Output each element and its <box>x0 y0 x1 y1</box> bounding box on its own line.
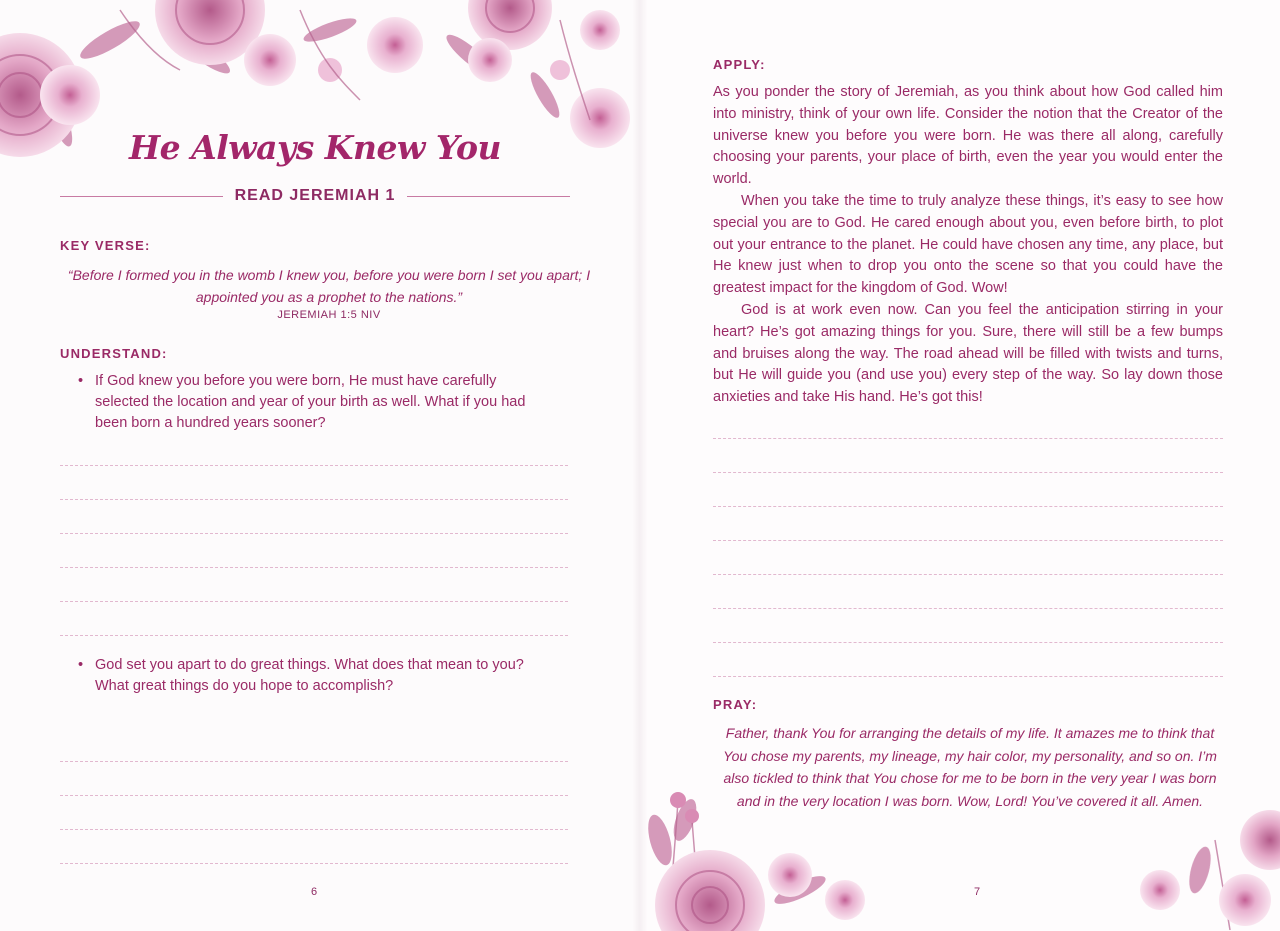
key-verse-text: “Before I formed you in the womb I knew you, before you were born I set you apart; I appointed you as a prophet to the nations.” <box>67 267 591 305</box>
page-title: He Always Knew You <box>128 128 502 167</box>
page-number: 7 <box>974 886 981 898</box>
leaf-icon <box>644 796 1215 909</box>
prayer-text: Father, thank You for arranging the details of my life. It amazes me to think that You chose my parents, my lineage, my hair color, my personality, and so on. I’m also tickled to think that You chose for me to be born in the very year I was born and in the very location I was born. Wow, Lord! You’ve covered it all. Amen. <box>723 725 1217 809</box>
pray-label: PRAY: <box>713 697 758 712</box>
apply-label: APPLY: <box>713 57 766 72</box>
key-verse-label: KEY VERSE: <box>60 238 151 253</box>
question-text: God set you apart to do great things. What does that mean to you? What great things do you hope to accomplish? <box>95 657 524 694</box>
right-page <box>640 0 1280 931</box>
apply-paragraph: God is at work even now. Can you feel the anticipation stirring in your heart? He’s got amazing things for you. Sure, there will still be a few bumps and bruises along the way. The road ahead will be filled with twists and turns, but He will guide you (and use you) every step of the way. So lay down those anxieties and take His hand. He’s got this! <box>713 301 1223 406</box>
bullet-icon: • <box>78 373 84 389</box>
reading-reference: READ JEREMIAH 1 <box>234 187 396 204</box>
apply-body <box>713 82 1223 409</box>
book-gutter <box>632 0 648 931</box>
page-number: 6 <box>311 886 318 898</box>
reading-heading <box>60 184 570 208</box>
apply-paragraph: When you take the time to truly analyze these things, it’s easy to see how special you are to God. He cared enough about you, even before birth, to plot out your entrance to the planet. He could have chosen any time, any place, but He knew just when to drop you onto the scene so that you could have the greatest impact for the kingdom of God. Wow! <box>713 192 1223 297</box>
question-item <box>78 655 548 697</box>
blossom-icon <box>670 792 1271 926</box>
bullet-icon: • <box>78 657 84 673</box>
apply-paragraph: As you ponder the story of Jeremiah, as you think about how God called him into ministry, think of your own life. Consider the notion that the Creator of the universe knew you before you were born. He was there all along, carefully choosing your parents, your place of birth, even the year you would enter the world. <box>713 84 1223 188</box>
understand-label: UNDERSTAND: <box>60 346 168 361</box>
rose-flower-icon <box>655 810 1280 931</box>
divider-left <box>60 196 223 197</box>
divider-right <box>407 196 570 197</box>
writing-lines-1[interactable] <box>60 432 568 636</box>
writing-lines-2[interactable] <box>60 728 568 864</box>
writing-lines-3[interactable] <box>713 405 1223 677</box>
key-verse-reference: JEREMIAH 1:5 NIV <box>277 309 381 321</box>
question-item <box>78 371 548 434</box>
question-text: If God knew you before you were born, He must have carefully selected the location and year of your birth as well. What if you had been born a hundred years sooner? <box>95 373 526 431</box>
